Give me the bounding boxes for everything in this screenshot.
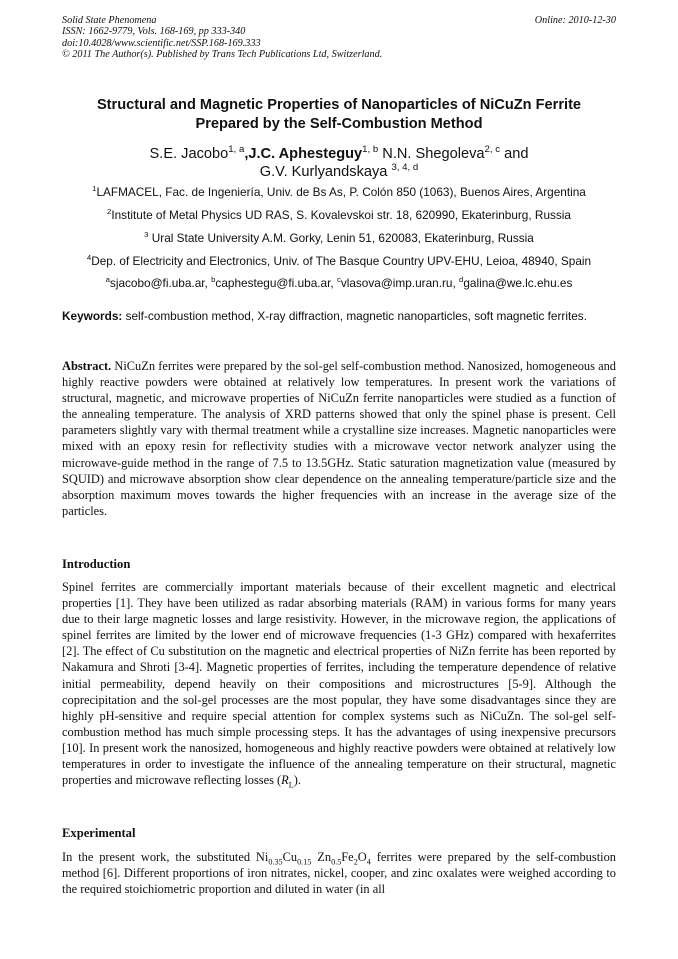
affiliation-mark: 4 bbox=[86, 253, 92, 263]
email-line bbox=[62, 276, 616, 290]
paper-title bbox=[62, 96, 616, 134]
formula-subscript: 0.15 bbox=[297, 857, 312, 867]
affiliation-mark: 2 bbox=[107, 207, 112, 217]
author-name: N.N. Shegoleva bbox=[378, 146, 485, 162]
email-address[interactable]: vlasova@imp.uran.ru, bbox=[340, 276, 460, 290]
email-address[interactable]: caphestegu@fi.uba.ar, bbox=[215, 276, 337, 290]
experimental-text: ferrites were prepared by the self-combustion method [6]. Different proportions of iron nitrates, nickel, cooper, and zinc oxalates were weighed according to the required stoichiometric proportion and diluted in water (in all bbox=[62, 850, 616, 897]
experimental-paragraph bbox=[62, 849, 616, 897]
journal-header bbox=[62, 15, 616, 60]
copyright-line: © 2011 The Author(s). Published by Trans Tech Publications Ltd, Switzerland. bbox=[62, 48, 383, 60]
formula-element: Zn bbox=[311, 850, 332, 864]
abstract-text: NiCuZn ferrites were prepared by the sol-gel self-combustion method. Nanosized, homogeneous and highly reactive powders were obtained at relatively low temperatures. In present work the variations of structural, magnetic, and microwave properties of NiCuZn ferrite nanoparticles were studied as a function of the annealing temperature. The analysis of XRD patterns showed that only the spinel phase is present. Cell parameters slightly vary with thermal treatment while a crystalline size increases. Magnetic nanoparticles were mixed with an epoxy resin for reflectivity studies with a microwave vector network analyzer using the microwave-guide method in the range of 7.5 to 13.5GHz. Static saturation magnetization value (measured by SQUID) and microwave absorption show clear dependence on the annealing temperature/particle size and the absorption maximum moves towards the higher frequencies with an increase in the average size of the particles. bbox=[62, 359, 616, 518]
introduction-paragraph bbox=[62, 579, 616, 788]
affiliation-text: LAFMACEL, Fac. de Ingeniería, Univ. de Bs As, P. Colón 850 (1063), Buenos Aires, Argentina bbox=[96, 185, 586, 199]
formula-subscript: 4 bbox=[366, 857, 371, 867]
title-line-1: Structural and Magnetic Properties of Nanoparticles of NiCuZn Ferrite bbox=[96, 97, 582, 113]
author-line-1 bbox=[62, 145, 616, 163]
affiliation-text: Dep. of Electricity and Electronics, Univ. of The Basque Country UPV-EHU, Leioa, 48940, Spain bbox=[91, 254, 592, 268]
introduction-end: ). bbox=[293, 773, 301, 788]
author-affil-mark: 3, 4, d bbox=[391, 162, 419, 174]
experimental-text: In the present work, the substituted Ni bbox=[62, 850, 269, 864]
online-date: Online: 2010-12-30 bbox=[534, 15, 616, 26]
affiliation-3 bbox=[62, 231, 616, 245]
email-mark: c bbox=[336, 275, 341, 285]
author-name: ,J.C. Aphesteguy bbox=[244, 146, 363, 162]
keywords-text: self-combustion method, X-ray diffraction, magnetic nanoparticles, soft magnetic ferrites. bbox=[122, 309, 587, 323]
formula-subscript: 2 bbox=[353, 857, 358, 867]
author-conjunction: and bbox=[500, 146, 529, 162]
email-mark: b bbox=[211, 275, 216, 285]
author-affil-mark: 1, b bbox=[362, 144, 379, 156]
reflection-loss-subscript: L bbox=[288, 780, 294, 790]
formula-element: Cu bbox=[282, 850, 298, 864]
affiliation-mark: 3 bbox=[144, 230, 149, 240]
author-line-2 bbox=[62, 163, 616, 181]
affiliation-2 bbox=[62, 208, 616, 222]
keywords-paragraph bbox=[62, 309, 616, 324]
introduction-heading: Introduction bbox=[62, 557, 131, 571]
formula-element: O bbox=[357, 850, 367, 864]
affiliation-mark: 1 bbox=[92, 184, 97, 194]
title-line-2: Prepared by the Self-Combustion Method bbox=[195, 116, 483, 132]
affiliation-4 bbox=[62, 254, 616, 268]
author-affil-mark: 1, a bbox=[228, 144, 245, 156]
affiliation-text: Ural State University A.M. Gorky, Lenin 51, 620083, Ekaterinburg, Russia bbox=[148, 231, 534, 245]
email-address[interactable]: galina@we.lc.ehu.es bbox=[463, 276, 573, 290]
keywords-label: Keywords: bbox=[62, 309, 123, 323]
author-name: G.V. Kurlyandskaya bbox=[259, 164, 388, 180]
formula-subscript: 0.5 bbox=[331, 857, 342, 867]
doi-line[interactable]: doi:10.4028/www.scientific.net/SSP.168-169.333 bbox=[62, 37, 261, 49]
email-address[interactable]: sjacobo@fi.uba.ar, bbox=[109, 276, 212, 290]
author-list bbox=[62, 145, 616, 181]
journal-name: Solid State Phenomena bbox=[62, 15, 157, 26]
email-mark: d bbox=[459, 275, 464, 285]
introduction-text: Spinel ferrites are commercially important materials because of their excellent magnetic and electrical properties [1]. They have been utilized as radar absorbing materials (RAM) in various forms for many years due to their large magnetic losses and large resistivity. However, in the microwave region, the applications of spinel ferrites are limited by the lower end of microwave frequencies (1-3 GHz) compared with hexaferrites [2]. The effect of Cu substitution on the magnetic and electrical properties of NiZn ferrite has been reported by Nakamura and Shroti [3-4]. Magnetic properties of ferrites, including the temperature dependence of relative initial permeability, depend heavily on their compositions and microstructures [5-9]. Although the coprecipitation and the sol-gel processes are the most popular, they have some disadvantages since they are highly pH-sensitive and require special attention for complex systems such as NiCuZn. The sol-gel self-combustion method has much simple processing steps. It has the advantages of using inexpensive precursors [10]. In present work the nanosized, homogeneous and highly reactive powders were obtained at relatively low temperatures in order to investigate the influence of the annealing temperature on their structural, magnetic properties and microwave reflecting losses ( bbox=[62, 580, 616, 788]
affiliation-1 bbox=[62, 185, 616, 199]
experimental-heading: Experimental bbox=[62, 826, 136, 840]
abstract-paragraph bbox=[62, 358, 616, 519]
formula-subscript: 0.35 bbox=[268, 857, 283, 867]
issn-line: ISSN: 1662-9779, Vols. 168-169, pp 333-340 bbox=[62, 26, 246, 38]
affiliation-text: Institute of Metal Physics UD RAS, S. Kovalevskoi str. 18, 620990, Ekaterinburg, Russia bbox=[111, 208, 571, 222]
author-affil-mark: 2, c bbox=[484, 144, 501, 156]
author-name: S.E. Jacobo bbox=[149, 146, 229, 162]
formula-element: Fe bbox=[341, 850, 354, 864]
reflection-loss-symbol: R bbox=[281, 773, 289, 788]
abstract-label: Abstract. bbox=[62, 359, 112, 373]
email-mark: a bbox=[105, 275, 110, 285]
